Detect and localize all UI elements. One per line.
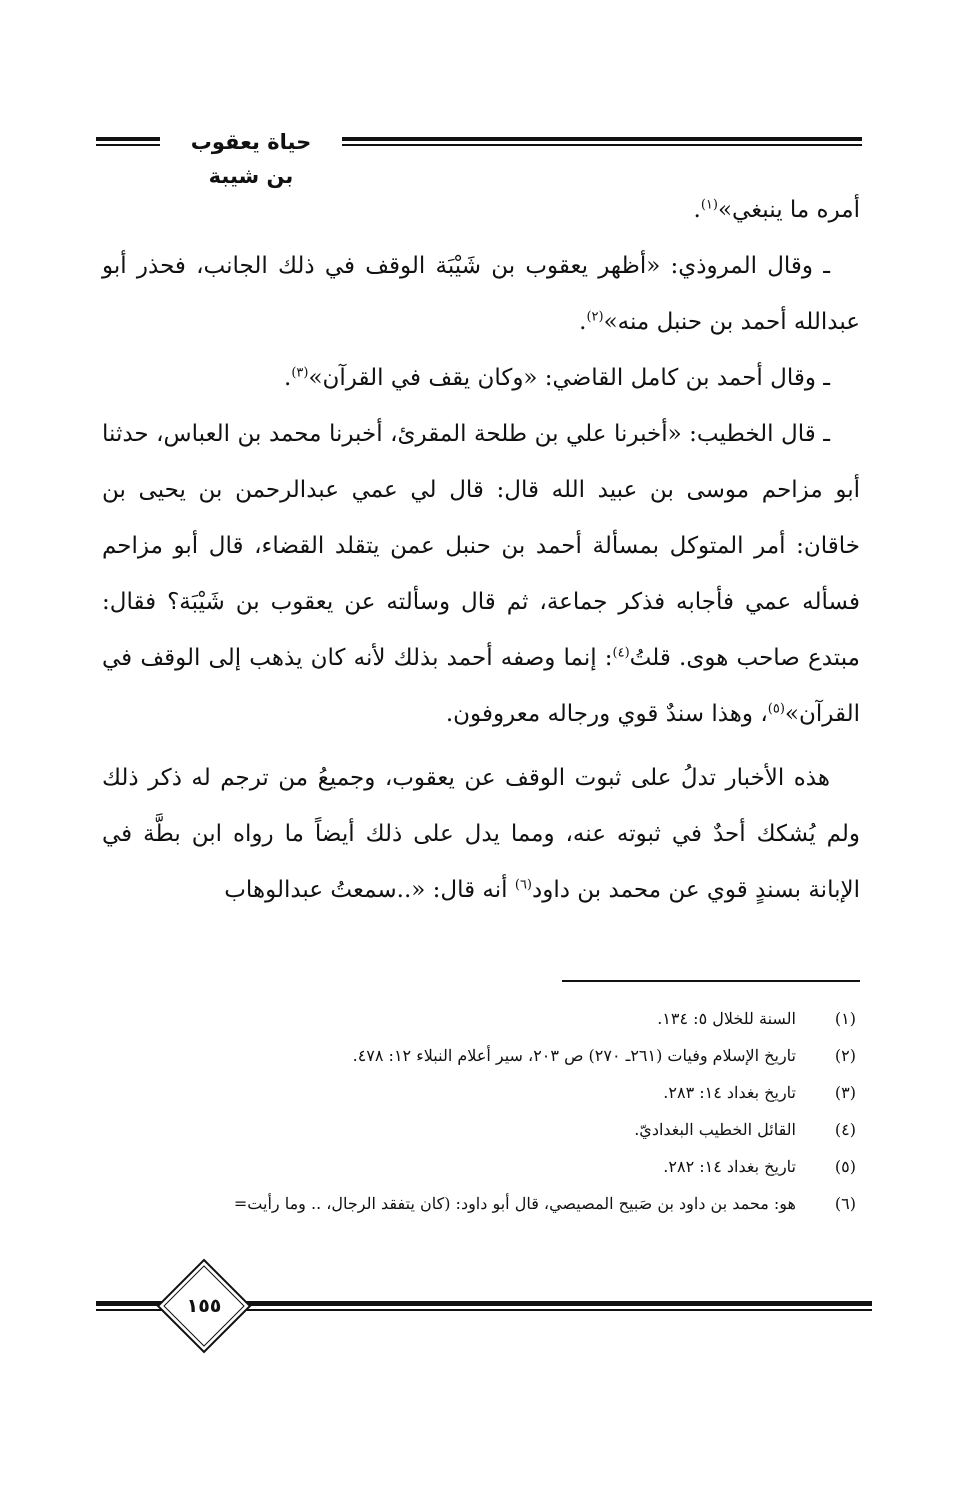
paragraph: ـ قال الخطيب: «أخبرنا علي بن طلحة المقرئ، أخبرنا محمد بن العباس، حدثنا أبو مزاحم موسى بن عبيد الله قال: قال لي عمي عبدالرحمن بن يحيى بن خاقان: أمر المتوكل بمسألة أحمد بن حنبل عمن يتقلد القضاء، قال أبو مزاحم فسأله عمي فأجابه فذكر جماعة، ثم قال وسألته عن يعقوب بن شَيْبَة؟ فقال: مبتدع صاحب هوى. قلتُ$^{(٤)}$: إنما وصفه أحمد بذلك لأنه كان يذهب إلى الوقف في القرآن»$^{(٥)}$، وهذا سندٌ قوي ورجاله معروفون. xyxy=(102,421,860,727)
paragraph: أمره ما ينبغي»$^{(١)}$. xyxy=(693,197,860,223)
footnote: (٦) هو: محمد بن داود بن صَبيح المصيصي، قال أبو داود: (كان يتفقد الرجال، .. وما رأيت= xyxy=(233,1194,856,1213)
running-header xyxy=(96,125,862,188)
header-rule-right xyxy=(342,137,862,146)
header-rule-left xyxy=(96,137,160,146)
page-footer xyxy=(96,1270,872,1350)
footnote-ref: (٦) xyxy=(514,877,532,893)
footnote-ref: (١) xyxy=(700,197,718,213)
footnote: (٢) تاريخ الإسلام وفيات (٢٦١ـ ٢٧٠) ص ٢٠٣، سير أعلام النبلاء ١٢: ٤٧٨. xyxy=(352,1046,856,1065)
main-text xyxy=(102,182,860,918)
paragraph: ـ وقال المروذي: «أظهر يعقوب بن شَيْبَة الوقف في ذلك الجانب، فحذر أبو عبدالله أحمد بن حنبل منه»$^{(٢)}$. xyxy=(102,253,860,335)
footnote-ref: (٥) xyxy=(767,701,785,717)
running-header-title: حياة يعقوب بن شيبة xyxy=(190,130,312,188)
footnote-ref: (٣) xyxy=(291,365,309,381)
footnotes xyxy=(96,1000,862,1222)
paragraph: هذه الأخبار تدلُ على ثبوت الوقف عن يعقوب، وجميعُ من ترجم له ذكر ذلك ولم يُشكك أحدٌ في ثبوته عنه، ومما يدل على ذلك أيضاً ما رواه ابن بطَّة في الإبانة بسندٍ قوي عن محمد بن داود$^{(٦)}$ أنه قال: «..سمعتُ عبدالوهاب xyxy=(102,765,860,903)
footnote: (٤) القائل الخطيب البغداديّ. xyxy=(634,1120,856,1139)
footnote: (٣) تاريخ بغداد ١٤: ٢٨٣. xyxy=(663,1083,856,1102)
page-number: ١٥٥ xyxy=(186,1295,222,1317)
footer-rule-right xyxy=(230,1301,872,1311)
footnote-ref: (٤) xyxy=(612,645,630,661)
footnote-ref: (٢) xyxy=(586,309,604,325)
footnote: (٥) تاريخ بغداد ١٤: ٢٨٢. xyxy=(663,1157,856,1176)
paragraph: ـ وقال أحمد بن كامل القاضي: «وكان يقف في القرآن»$^{(٣)}$. xyxy=(284,365,830,391)
footnote: (١) السنة للخلال ٥: ١٣٤. xyxy=(657,1009,856,1028)
footnote-divider xyxy=(562,980,860,982)
